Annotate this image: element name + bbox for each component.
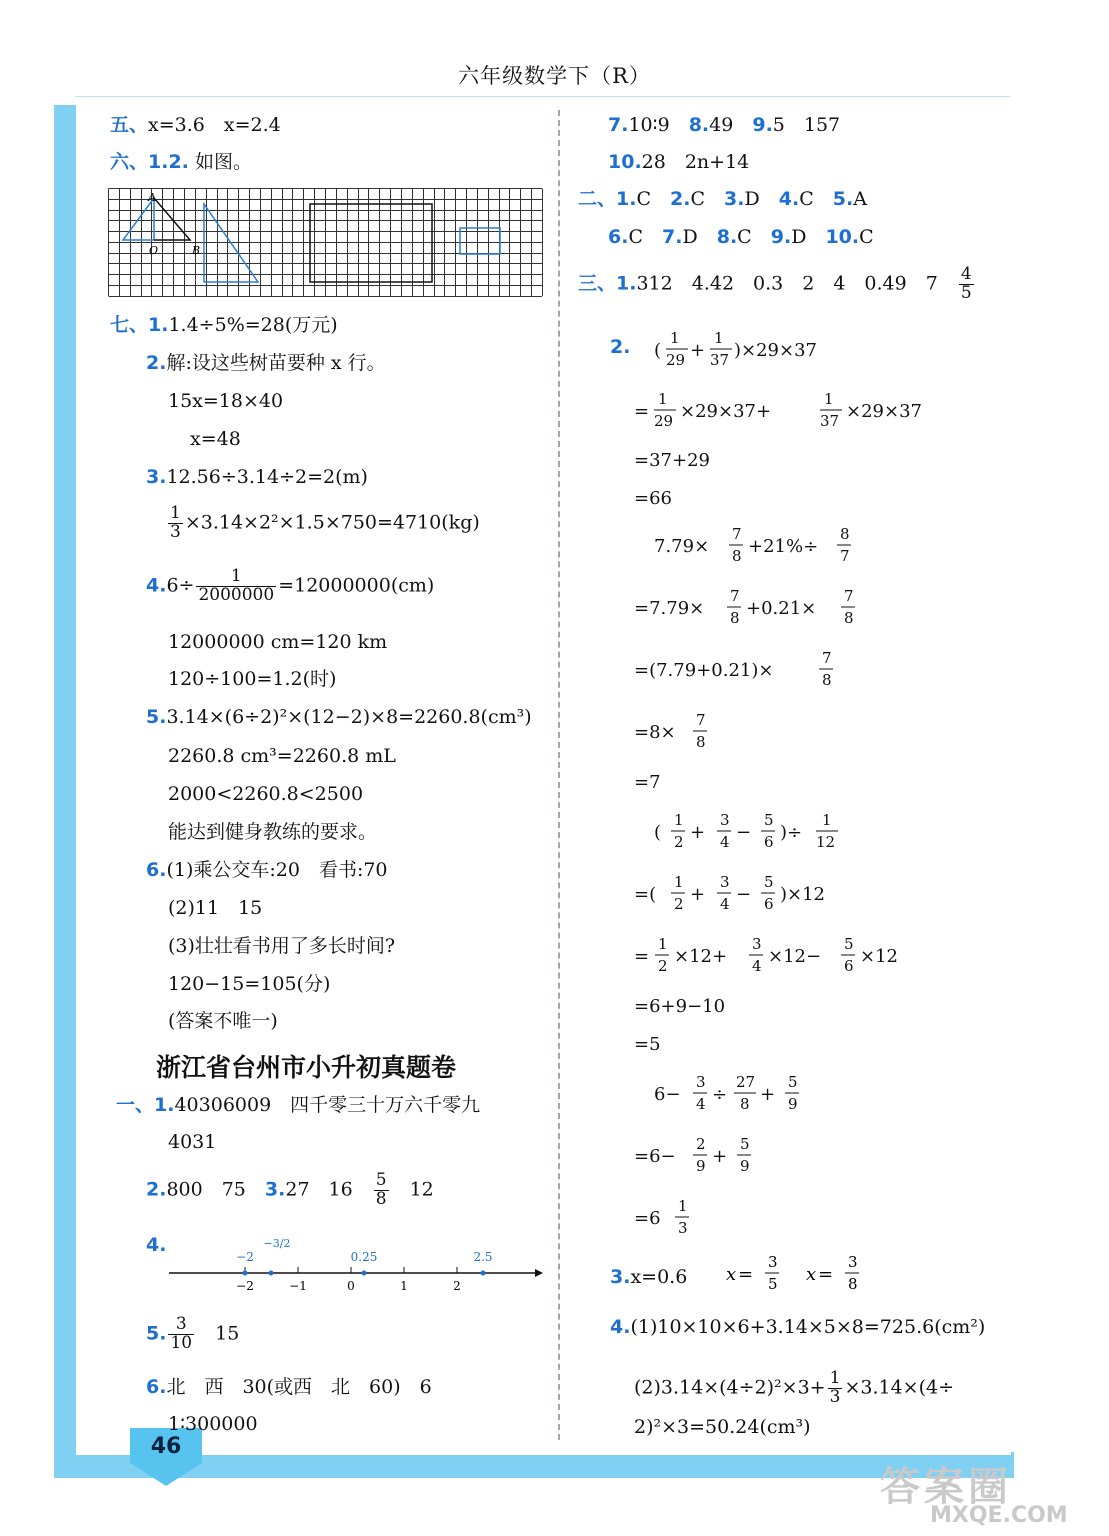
calc-step [634,873,825,913]
grid-figure [108,188,544,298]
arrow-head-icon [535,1269,543,1277]
section-label: 五、 [110,114,149,136]
svg-text:2: 2 [696,1135,706,1153]
answer-text: 如图。 [194,151,252,173]
svg-text:12: 12 [816,833,836,851]
section-label: 三、 [578,272,617,295]
svg-text:9: 9 [788,1095,798,1113]
calc-step [634,711,707,751]
answer-line [166,505,480,542]
section-label: 一、 [116,1094,155,1116]
svg-text:4: 4 [696,1095,706,1113]
point-marker [362,1271,367,1276]
question-number: 5. [146,706,167,728]
svg-text:7: 7 [730,587,740,605]
answer-text: x=3.6 x=2.4 [148,114,281,136]
choice-row: 6.C 7.D 8.C 9.D 10.C [608,226,874,248]
section-title: 浙江省台州市小升初真题卷 [156,1053,457,1082]
point-label-o: O [149,244,159,257]
svg-text:2: 2 [658,957,668,975]
answer-line: (3)壮壮看书用了多长时间? [168,935,396,957]
watermark-bottom: MXQE.COM [930,1503,1068,1528]
tick-label: 2 [453,1279,461,1293]
svg-text:1: 1 [658,935,668,953]
calc-step: =37+29 [634,450,710,471]
answer-line: 2.800 75 3.27 16 $\frac{5}{8}$ 12 [146,1170,434,1209]
svg-text:+: + [712,1146,728,1167]
question-number: 3. [264,1178,286,1201]
answer-line [110,153,252,172]
svg-text:37: 37 [710,351,730,369]
answer-line [146,861,388,880]
section-label: 二、 [578,188,617,210]
svg-text:6: 6 [764,895,774,913]
svg-text:5: 5 [768,1275,778,1293]
question-number-line [146,1236,166,1255]
calc-step [634,1197,689,1237]
svg-text:3: 3 [696,1073,706,1091]
watermark-top: 答案圈 [880,1464,1012,1510]
question-number: 1. [616,272,637,295]
answer-line [146,354,386,373]
triangle-original [123,198,154,240]
svg-text:1: 1 [678,1197,688,1215]
tick-label: 0 [347,1279,355,1293]
question-number-line [610,338,630,357]
answer-line: 12000000 cm=120 km [168,631,388,653]
svg-text:+: + [690,822,706,843]
svg-text:8: 8 [848,1275,858,1293]
svg-text:5: 5 [764,873,774,891]
answer-line: x=48 [190,428,241,450]
svg-text:=6: =6 [634,1208,661,1229]
question-number: 10. [608,151,642,173]
svg-text:2: 2 [674,895,684,913]
calc-step [654,1073,799,1113]
tick-label: −1 [289,1279,307,1293]
answer-line: 10.28 2n+14 [608,151,750,173]
answer-line: 5. $\frac{3}{10}$ 15 [146,1314,240,1353]
svg-text:5: 5 [788,1073,798,1091]
answer-line: (2)11 15 [168,897,263,919]
svg-text:1: 1 [674,811,684,829]
svg-text:=6−: =6− [634,1146,676,1167]
svg-text:1: 1 [674,873,684,891]
question-number: 4. [146,1234,167,1256]
svg-text:×12+: ×12+ [674,946,728,967]
svg-text:37: 37 [820,412,840,430]
svg-text:7: 7 [822,649,832,667]
svg-text:x: x [806,1264,817,1285]
point-label-b: B [192,244,201,257]
svg-text:−: − [736,884,752,905]
question-number: 2. [146,1178,167,1201]
svg-text:8: 8 [740,1095,750,1113]
choice-row: 二、1.C 2.C 3.D 4.C 5.A [578,188,867,210]
svg-text:1: 1 [658,390,668,408]
answer-line [110,316,338,335]
calc-step [654,811,838,851]
svg-text:=: = [634,401,650,422]
svg-text:1: 1 [822,811,832,829]
svg-text:3: 3 [720,873,730,891]
question-number: 1.2. [148,151,189,173]
svg-text:4: 4 [720,833,730,851]
svg-text:29: 29 [654,412,674,430]
section-label: 七、 [110,314,149,336]
answer-text: ×3.14×2²×1.5×750=4710(kg) [184,511,480,534]
calc-step [634,935,898,975]
svg-text:8: 8 [696,733,706,751]
tick-label: −2 [236,1279,254,1293]
answer-line: 3.x=0.6 [610,1266,688,1288]
question-number: 2. [146,352,167,374]
svg-text:)÷: )÷ [780,822,803,843]
fraction: $\frac{3}{10}$ [170,1314,193,1353]
svg-text:9: 9 [696,1157,706,1175]
answer-line [116,1096,480,1115]
answer-text: 40306009 四千零三十万六千零九 [174,1094,481,1116]
answer-line [146,708,532,727]
svg-text:=: = [738,1264,754,1285]
point-marker [481,1271,486,1276]
svg-text:+: + [690,884,706,905]
svg-text:29: 29 [666,351,686,369]
svg-text:1: 1 [714,329,724,347]
calc-step: =5 [634,1034,661,1055]
point-marker [269,1271,274,1276]
svg-text:+: + [690,340,706,361]
page-header-title: 六年级数学下（R） [458,64,651,88]
answer-line: 120−15=105(分) [168,973,331,995]
svg-text:×29×37+: ×29×37+ [680,401,772,422]
svg-text:6−: 6− [654,1084,681,1105]
svg-text:8: 8 [840,525,850,543]
fraction: $\frac{5}{8}$ [375,1170,387,1209]
question-number: 4. [146,574,167,597]
svg-text:=7.79×: =7.79× [634,598,705,619]
answer-line: 能达到健身教练的要求。 [168,821,378,843]
svg-text:)×29×37: )×29×37 [734,340,817,361]
answer-line: 1∶300000 [168,1413,258,1435]
calc-step [654,525,851,565]
answer-line: 15x=18×40 [168,390,284,412]
question-number: 6. [146,1376,167,1398]
question-number: 2. [610,336,631,358]
calc-step: =7 [634,772,661,793]
point-label-a: A [148,191,156,204]
answer-line [146,1378,432,1397]
calc-step: =6+9−10 [634,996,726,1017]
calculation-steps [630,320,1010,1280]
calc-step [634,587,855,627]
answer-text: 1.4÷5%=28(万元) [168,314,338,336]
svg-text:=(: =( [634,884,657,905]
svg-text:5: 5 [764,811,774,829]
svg-text:7: 7 [732,525,742,543]
svg-text:8: 8 [730,609,740,627]
answer-line: 4.6÷ $\frac{1}{2000000}$ =12000000(cm) [146,566,435,605]
svg-text:x: x [726,1264,737,1285]
svg-text:3: 3 [752,935,762,953]
answer-line: 2)²×3=50.24(cm³) [634,1416,811,1438]
answer-text: 12.56÷3.14÷2=2(m) [166,466,368,488]
calc-step [634,649,833,689]
answer-text: 北 西 30(或西 北 60) 6 [166,1376,432,1398]
svg-text:1: 1 [670,329,680,347]
answer-line: 三、1.312 4.42 0.3 2 4 0.49 7 $\frac{4}{5}$ [578,264,972,303]
answer-line: 2260.8 cm³=2260.8 mL [168,745,396,767]
answer-line: 4.(1)10×10×6+3.14×5×8=725.6(cm²) [610,1316,986,1338]
point-label: 2.5 [473,1250,493,1264]
svg-text:7: 7 [840,547,850,565]
svg-text:3: 3 [720,811,730,829]
answer-line: (2)3.14×(4÷2)²×3+ $\frac{1}{3}$ ×3.14×(4÷ [634,1368,955,1407]
point-label: 0.25 [350,1250,378,1264]
svg-text:4: 4 [720,895,730,913]
answer-text: (1)乘公交车:20 看书:70 [166,859,388,881]
header-rule [75,96,1010,97]
svg-text:+: + [760,1084,776,1105]
svg-text:)×12: )×12 [780,884,826,905]
question-number: 1. [148,314,169,336]
calc-step [654,329,817,369]
svg-text:8: 8 [822,671,832,689]
question-number: 4. [610,1316,631,1338]
svg-text:7: 7 [696,711,706,729]
svg-text:5: 5 [740,1135,750,1153]
answer-line [110,116,281,135]
svg-text:=: = [818,1264,834,1285]
svg-text:8: 8 [844,609,854,627]
question-number: 6. [146,859,167,881]
svg-text:3: 3 [768,1253,778,1271]
svg-text:=: = [634,946,650,967]
page-number: 46 [150,1434,182,1459]
fraction: $\frac{4}{5}$ [960,264,972,303]
svg-text:×12−: ×12− [768,946,822,967]
svg-text:3: 3 [848,1253,858,1271]
answer-text: 3.14×(6÷2)²×(12−2)×8=2260.8(cm³) [166,706,532,728]
point-label: −3/2 [263,1237,291,1250]
calc-step [634,390,922,430]
svg-text:7: 7 [844,587,854,605]
fraction: $\frac{1}{2000000}$ [198,566,275,605]
svg-text:+0.21×: +0.21× [746,598,817,619]
question-number: 5. [146,1322,167,1345]
question-number: 7. [608,114,629,136]
svg-text:3: 3 [678,1219,688,1237]
question-number: 3. [610,1266,631,1288]
svg-text:=8×: =8× [634,722,676,743]
calc-step: =66 [634,488,672,509]
svg-text:=(7.79+0.21)×: =(7.79+0.21)× [634,660,774,681]
svg-text:(: ( [654,340,662,361]
question-number: 3. [146,466,167,488]
point-marker [243,1271,248,1276]
answer-line: 2000<2260.8<2500 [168,783,364,805]
watermark-logo [880,1455,1100,1530]
answer-text: 解:设这些树苗要种 x 行。 [166,352,386,374]
svg-text:1: 1 [824,390,834,408]
svg-text:×12: ×12 [860,946,898,967]
section-label: 六、 [110,151,149,173]
answer-line: 7.10∶9 8.49 9.5 157 [608,114,841,136]
svg-text:÷: ÷ [712,1084,728,1105]
svg-text:27: 27 [736,1073,756,1091]
question-number: 1. [154,1094,175,1116]
fraction-answers [720,1250,880,1300]
svg-text:×29×37: ×29×37 [846,401,922,422]
svg-text:−: − [736,822,752,843]
svg-text:6: 6 [844,957,854,975]
column-divider [558,110,560,1440]
svg-text:7.79×: 7.79× [654,536,710,557]
svg-text:8: 8 [732,547,742,565]
svg-text:(: ( [654,822,662,843]
fraction: $\frac{1}{3}$ [829,1368,841,1407]
question-number: 9. [752,114,773,136]
answer-line: 120÷100=1.2(时) [168,668,337,690]
svg-text:5: 5 [844,935,854,953]
svg-text:6: 6 [764,833,774,851]
svg-text:2: 2 [674,833,684,851]
tick-label: 1 [400,1279,408,1293]
question-number: 8. [688,114,710,136]
answer-line: (答案不唯一) [168,1010,278,1032]
fraction: $\frac{1}{3}$ [170,503,181,542]
number-line [165,1235,550,1295]
svg-text:9: 9 [740,1157,750,1175]
answer-line [146,468,368,487]
svg-text:+21%÷: +21%÷ [748,536,819,557]
answer-line: 4031 [168,1131,217,1153]
calc-step [634,1135,751,1175]
point-label: −2 [236,1250,254,1264]
svg-text:4: 4 [752,957,762,975]
